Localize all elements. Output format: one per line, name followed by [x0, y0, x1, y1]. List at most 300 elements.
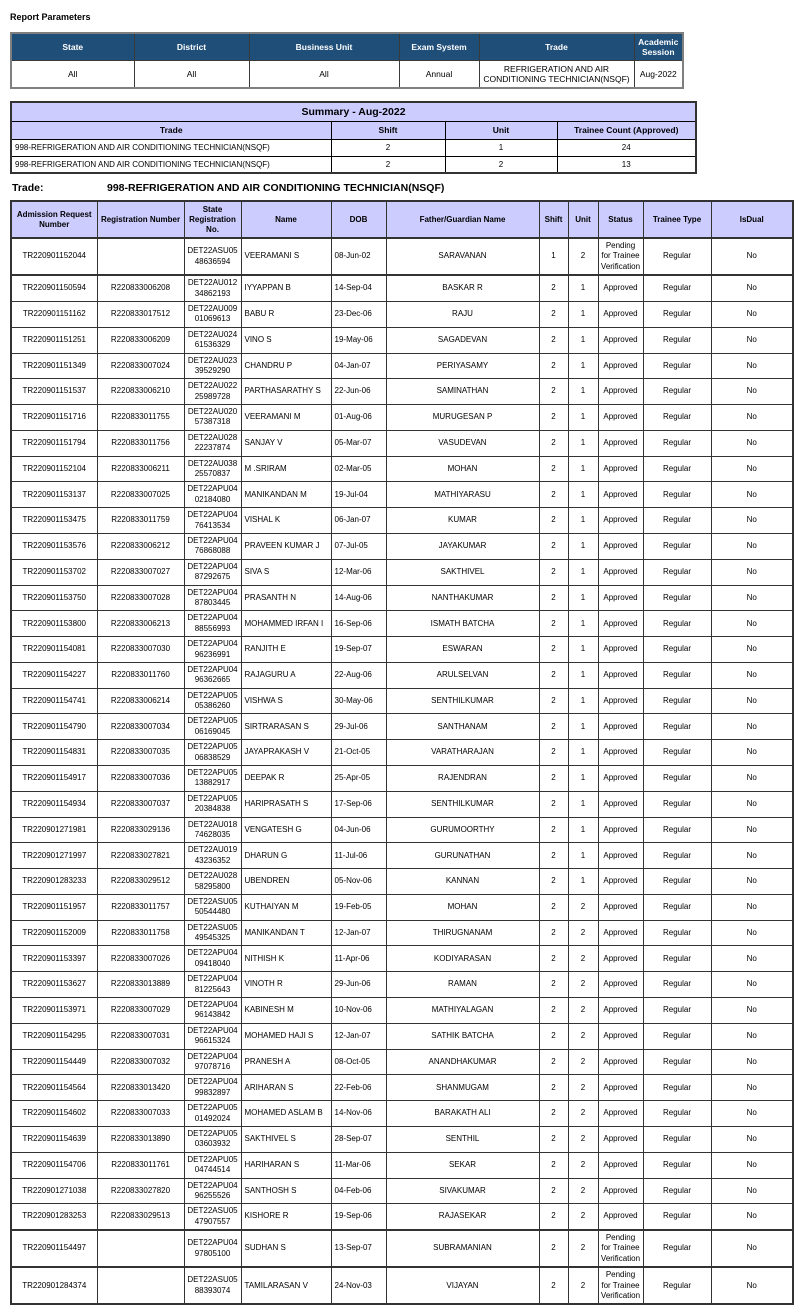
cell-dob: 11-Mar-06 — [331, 1152, 386, 1178]
cell-isdual: No — [711, 533, 793, 559]
cell-state-registration-no: DET22APU0409418040 — [184, 946, 241, 972]
cell-unit: 2 — [568, 894, 598, 920]
cell-dob: 19-Sep-07 — [331, 637, 386, 663]
cell-isdual: No — [711, 1101, 793, 1127]
cell-isdual: No — [711, 843, 793, 869]
cell-shift: 2 — [539, 430, 568, 456]
column-header-isdual: IsDual — [711, 201, 793, 238]
cell-dob: 28-Sep-07 — [331, 1126, 386, 1152]
summary-cell-trainee-count: 13 — [557, 156, 696, 173]
cell-status: Approved — [598, 894, 643, 920]
cell-father-guardian-name: RAJASEKAR — [386, 1204, 539, 1230]
cell-registration-number — [97, 238, 184, 275]
cell-father-guardian-name: ISMATH BATCHA — [386, 611, 539, 637]
cell-admission-request-number: TR220901283253 — [11, 1204, 97, 1230]
param-header-district: District — [134, 33, 249, 60]
cell-state-registration-no: DET22APU0520384838 — [184, 791, 241, 817]
table-row — [11, 817, 793, 843]
cell-isdual: No — [711, 920, 793, 946]
cell-trainee-type: Regular — [643, 559, 711, 585]
cell-father-guardian-name: MOHAN — [386, 456, 539, 482]
cell-state-registration-no: DET22APU0487292675 — [184, 559, 241, 585]
summary-header-row — [11, 121, 696, 139]
cell-state-registration-no: DET22ASU0550544480 — [184, 894, 241, 920]
cell-unit: 1 — [568, 405, 598, 431]
cell-registration-number: R220833011761 — [97, 1152, 184, 1178]
cell-unit: 1 — [568, 688, 598, 714]
cell-shift: 2 — [539, 843, 568, 869]
table-row — [11, 1049, 793, 1075]
cell-name: MANIKANDAN M — [241, 482, 331, 508]
cell-shift: 2 — [539, 714, 568, 740]
cell-unit: 2 — [568, 1230, 598, 1267]
cell-registration-number: R220833029512 — [97, 869, 184, 895]
cell-name: SANJAY V — [241, 430, 331, 456]
column-header-status: Status — [598, 201, 643, 238]
cell-status: Pending for Trainee Verification — [598, 1230, 643, 1267]
cell-registration-number: R220833006208 — [97, 275, 184, 301]
cell-father-guardian-name: GURUNATHAN — [386, 843, 539, 869]
cell-name: JAYAPRAKASH V — [241, 740, 331, 766]
cell-shift: 2 — [539, 533, 568, 559]
cell-registration-number: R220833006209 — [97, 327, 184, 353]
cell-admission-request-number: TR220901151349 — [11, 353, 97, 379]
param-header-academic-session: Academic Session — [634, 33, 683, 60]
cell-admission-request-number: TR220901154831 — [11, 740, 97, 766]
cell-name: PRANESH A — [241, 1049, 331, 1075]
param-value-business-unit: All — [249, 60, 399, 88]
cell-trainee-type: Regular — [643, 972, 711, 998]
cell-name: BABU R — [241, 301, 331, 327]
cell-unit: 2 — [568, 1101, 598, 1127]
cell-trainee-type: Regular — [643, 766, 711, 792]
summary-header-shift: Shift — [331, 121, 445, 139]
summary-cell-trade: 998-REFRIGERATION AND AIR CONDITIONING TECHNICIAN(NSQF) — [11, 156, 331, 173]
cell-state-registration-no: DET22APU0496362665 — [184, 662, 241, 688]
cell-state-registration-no: DET22APU0496236991 — [184, 637, 241, 663]
cell-isdual: No — [711, 508, 793, 534]
param-value-state: All — [11, 60, 134, 88]
cell-father-guardian-name: SANTHANAM — [386, 714, 539, 740]
cell-name: MOHAMED HAJI S — [241, 1023, 331, 1049]
table-row — [11, 1230, 793, 1267]
cell-registration-number: R220833007031 — [97, 1023, 184, 1049]
cell-admission-request-number: TR220901154295 — [11, 1023, 97, 1049]
cell-status: Approved — [598, 508, 643, 534]
cell-registration-number: R220833011755 — [97, 405, 184, 431]
cell-dob: 29-Jun-06 — [331, 972, 386, 998]
cell-shift: 2 — [539, 482, 568, 508]
cell-unit: 2 — [568, 946, 598, 972]
cell-name: VEERAMANI M — [241, 405, 331, 431]
cell-registration-number: R220833007030 — [97, 637, 184, 663]
cell-name: VINO S — [241, 327, 331, 353]
cell-admission-request-number: TR220901153576 — [11, 533, 97, 559]
cell-unit: 2 — [568, 1178, 598, 1204]
cell-father-guardian-name: SEKAR — [386, 1152, 539, 1178]
table-row — [11, 714, 793, 740]
summary-header-trade: Trade — [11, 121, 331, 139]
cell-trainee-type: Regular — [643, 1267, 711, 1304]
cell-admission-request-number: TR220901153750 — [11, 585, 97, 611]
cell-dob: 13-Sep-07 — [331, 1230, 386, 1267]
cell-state-registration-no: DET22AU00901069613 — [184, 301, 241, 327]
cell-name: NITHISH K — [241, 946, 331, 972]
cell-unit: 1 — [568, 637, 598, 663]
table-row — [11, 275, 793, 301]
cell-trainee-type: Regular — [643, 405, 711, 431]
cell-dob: 22-Feb-06 — [331, 1075, 386, 1101]
cell-isdual: No — [711, 714, 793, 740]
cell-name: VINOTH R — [241, 972, 331, 998]
cell-shift: 2 — [539, 611, 568, 637]
cell-admission-request-number: TR220901154741 — [11, 688, 97, 714]
cell-isdual: No — [711, 1230, 793, 1267]
cell-registration-number — [97, 1230, 184, 1267]
cell-isdual: No — [711, 869, 793, 895]
cell-registration-number: R220833029136 — [97, 817, 184, 843]
table-row — [11, 585, 793, 611]
cell-state-registration-no: DET22AU01874628035 — [184, 817, 241, 843]
cell-shift: 2 — [539, 1152, 568, 1178]
cell-unit: 1 — [568, 301, 598, 327]
cell-shift: 2 — [539, 637, 568, 663]
cell-dob: 14-Nov-06 — [331, 1101, 386, 1127]
cell-trainee-type: Regular — [643, 714, 711, 740]
cell-admission-request-number: TR220901151162 — [11, 301, 97, 327]
cell-isdual: No — [711, 1267, 793, 1304]
table-row — [11, 791, 793, 817]
summary-cell-trade: 998-REFRIGERATION AND AIR CONDITIONING TECHNICIAN(NSQF) — [11, 139, 331, 156]
cell-status: Approved — [598, 637, 643, 663]
cell-shift: 2 — [539, 972, 568, 998]
cell-registration-number: R220833011758 — [97, 920, 184, 946]
cell-state-registration-no: DET22APU0506169045 — [184, 714, 241, 740]
cell-admission-request-number: TR220901152104 — [11, 456, 97, 482]
cell-unit: 1 — [568, 611, 598, 637]
cell-isdual: No — [711, 1152, 793, 1178]
summary-cell-unit: 2 — [445, 156, 557, 173]
cell-state-registration-no: DET22APU0481225643 — [184, 972, 241, 998]
table-row — [11, 1101, 793, 1127]
cell-admission-request-number: TR220901271997 — [11, 843, 97, 869]
cell-status: Approved — [598, 1075, 643, 1101]
cell-name: MANIKANDAN T — [241, 920, 331, 946]
cell-admission-request-number: TR220901150594 — [11, 275, 97, 301]
cell-dob: 16-Sep-06 — [331, 611, 386, 637]
cell-registration-number: R220833013890 — [97, 1126, 184, 1152]
cell-shift: 2 — [539, 1204, 568, 1230]
table-row — [11, 405, 793, 431]
table-row — [11, 456, 793, 482]
cell-state-registration-no: DET22ASU0547907557 — [184, 1204, 241, 1230]
cell-status: Approved — [598, 482, 643, 508]
cell-admission-request-number: TR220901154602 — [11, 1101, 97, 1127]
cell-trainee-type: Regular — [643, 1230, 711, 1267]
cell-isdual: No — [711, 946, 793, 972]
cell-unit: 1 — [568, 791, 598, 817]
cell-admission-request-number: TR220901151251 — [11, 327, 97, 353]
cell-father-guardian-name: SIVAKUMAR — [386, 1178, 539, 1204]
cell-trainee-type: Regular — [643, 1152, 711, 1178]
cell-trainee-type: Regular — [643, 791, 711, 817]
cell-shift: 2 — [539, 946, 568, 972]
cell-state-registration-no: DET22APU0496615324 — [184, 1023, 241, 1049]
cell-father-guardian-name: MATHIYALAGAN — [386, 998, 539, 1024]
cell-dob: 22-Aug-06 — [331, 662, 386, 688]
cell-shift: 2 — [539, 456, 568, 482]
cell-status: Approved — [598, 791, 643, 817]
cell-trainee-type: Regular — [643, 1075, 711, 1101]
cell-father-guardian-name: SAMINATHAN — [386, 379, 539, 405]
cell-admission-request-number: TR220901152044 — [11, 238, 97, 275]
cell-father-guardian-name: SENTHILKUMAR — [386, 791, 539, 817]
table-row — [11, 662, 793, 688]
param-header-state: State — [11, 33, 134, 60]
cell-shift: 2 — [539, 379, 568, 405]
cell-trainee-type: Regular — [643, 894, 711, 920]
cell-shift: 2 — [539, 817, 568, 843]
cell-father-guardian-name: SARAVANAN — [386, 238, 539, 275]
cell-father-guardian-name: PERIYASAMY — [386, 353, 539, 379]
cell-status: Approved — [598, 946, 643, 972]
cell-admission-request-number: TR220901151957 — [11, 894, 97, 920]
cell-unit: 1 — [568, 714, 598, 740]
cell-dob: 17-Sep-06 — [331, 791, 386, 817]
cell-father-guardian-name: RAJENDRAN — [386, 766, 539, 792]
cell-name: HARIHARAN S — [241, 1152, 331, 1178]
cell-status: Approved — [598, 714, 643, 740]
table-row — [11, 301, 793, 327]
cell-registration-number: R220833006214 — [97, 688, 184, 714]
cell-state-registration-no: DET22APU0501492024 — [184, 1101, 241, 1127]
column-header-admission-request-number: Admission Request Number — [11, 201, 97, 238]
cell-trainee-type: Regular — [643, 1204, 711, 1230]
param-header-trade: Trade — [479, 33, 634, 60]
table-row — [11, 430, 793, 456]
cell-isdual: No — [711, 1023, 793, 1049]
summary-row — [11, 139, 696, 156]
column-header-shift: Shift — [539, 201, 568, 238]
cell-father-guardian-name: SAKTHIVEL — [386, 559, 539, 585]
cell-father-guardian-name: MOHAN — [386, 894, 539, 920]
table-row — [11, 1178, 793, 1204]
column-header-state-registration-no: State Registration No. — [184, 201, 241, 238]
cell-isdual: No — [711, 688, 793, 714]
table-row — [11, 1023, 793, 1049]
cell-admission-request-number: TR220901151537 — [11, 379, 97, 405]
summary-table — [10, 101, 697, 174]
cell-trainee-type: Regular — [643, 275, 711, 301]
table-row — [11, 740, 793, 766]
cell-unit: 1 — [568, 327, 598, 353]
cell-state-registration-no: DET22APU0496143842 — [184, 998, 241, 1024]
column-header-unit: Unit — [568, 201, 598, 238]
cell-dob: 21-Oct-05 — [331, 740, 386, 766]
cell-father-guardian-name: SATHIK BATCHA — [386, 1023, 539, 1049]
cell-state-registration-no: DET22AU02822237874 — [184, 430, 241, 456]
page-title: Report Parameters — [10, 12, 91, 22]
cell-shift: 2 — [539, 998, 568, 1024]
cell-father-guardian-name: SENTHILKUMAR — [386, 688, 539, 714]
cell-admission-request-number: TR220901151716 — [11, 405, 97, 431]
cell-name: DHARUN G — [241, 843, 331, 869]
cell-father-guardian-name: BASKAR R — [386, 275, 539, 301]
cell-isdual: No — [711, 456, 793, 482]
cell-name: PRASANTH N — [241, 585, 331, 611]
cell-registration-number: R220833007026 — [97, 946, 184, 972]
cell-registration-number: R220833013889 — [97, 972, 184, 998]
cell-isdual: No — [711, 585, 793, 611]
cell-name: DEEPAK R — [241, 766, 331, 792]
cell-state-registration-no: DET22ASU0588393074 — [184, 1267, 241, 1304]
cell-registration-number: R220833011760 — [97, 662, 184, 688]
cell-unit: 1 — [568, 843, 598, 869]
cell-isdual: No — [711, 379, 793, 405]
cell-registration-number: R220833013420 — [97, 1075, 184, 1101]
cell-shift: 2 — [539, 559, 568, 585]
table-row — [11, 238, 793, 275]
cell-registration-number: R220833006212 — [97, 533, 184, 559]
cell-unit: 2 — [568, 998, 598, 1024]
cell-shift: 2 — [539, 1075, 568, 1101]
cell-shift: 2 — [539, 1178, 568, 1204]
cell-isdual: No — [711, 559, 793, 585]
cell-registration-number: R220833006213 — [97, 611, 184, 637]
cell-trainee-type: Regular — [643, 1023, 711, 1049]
cell-dob: 19-Feb-05 — [331, 894, 386, 920]
cell-isdual: No — [711, 998, 793, 1024]
cell-father-guardian-name: MATHIYARASU — [386, 482, 539, 508]
cell-unit: 1 — [568, 585, 598, 611]
cell-name: VENGATESH G — [241, 817, 331, 843]
cell-unit: 2 — [568, 1023, 598, 1049]
cell-state-registration-no: DET22APU0513882917 — [184, 766, 241, 792]
cell-state-registration-no: DET22APU0505386260 — [184, 688, 241, 714]
cell-unit: 2 — [568, 920, 598, 946]
cell-shift: 2 — [539, 740, 568, 766]
cell-shift: 2 — [539, 791, 568, 817]
cell-dob: 08-Jun-02 — [331, 238, 386, 275]
cell-father-guardian-name: MURUGESAN P — [386, 405, 539, 431]
cell-state-registration-no: DET22APU0476868088 — [184, 533, 241, 559]
cell-trainee-type: Regular — [643, 430, 711, 456]
cell-dob: 19-May-06 — [331, 327, 386, 353]
param-value-trade: REFRIGERATION AND AIR CONDITIONING TECHNICIAN(NSQF) — [479, 60, 634, 88]
cell-state-registration-no: DET22AU02339529290 — [184, 353, 241, 379]
table-row — [11, 894, 793, 920]
cell-state-registration-no: DET22AU01234862193 — [184, 275, 241, 301]
cell-name: CHANDRU P — [241, 353, 331, 379]
cell-unit: 2 — [568, 238, 598, 275]
cell-registration-number: R220833011757 — [97, 894, 184, 920]
cell-state-registration-no: DET22AU02461536329 — [184, 327, 241, 353]
cell-admission-request-number: TR220901153971 — [11, 998, 97, 1024]
cell-name: UBENDREN — [241, 869, 331, 895]
cell-isdual: No — [711, 662, 793, 688]
table-row — [11, 869, 793, 895]
cell-admission-request-number: TR220901153397 — [11, 946, 97, 972]
cell-isdual: No — [711, 894, 793, 920]
cell-father-guardian-name: ARULSELVAN — [386, 662, 539, 688]
cell-admission-request-number: TR220901154227 — [11, 662, 97, 688]
table-row — [11, 1152, 793, 1178]
cell-dob: 12-Jan-07 — [331, 920, 386, 946]
column-header-registration-number: Registration Number — [97, 201, 184, 238]
cell-trainee-type: Regular — [643, 1126, 711, 1152]
cell-unit: 1 — [568, 275, 598, 301]
cell-state-registration-no: DET22AU01943236352 — [184, 843, 241, 869]
table-row — [11, 766, 793, 792]
cell-dob: 01-Aug-06 — [331, 405, 386, 431]
cell-dob: 25-Apr-05 — [331, 766, 386, 792]
cell-shift: 2 — [539, 894, 568, 920]
table-row — [11, 482, 793, 508]
table-row — [11, 1204, 793, 1230]
cell-dob: 07-Jul-05 — [331, 533, 386, 559]
table-row — [11, 327, 793, 353]
cell-name: MOHAMED ASLAM B — [241, 1101, 331, 1127]
cell-father-guardian-name: RAMAN — [386, 972, 539, 998]
cell-trainee-type: Regular — [643, 688, 711, 714]
cell-trainee-type: Regular — [643, 508, 711, 534]
cell-dob: 12-Mar-06 — [331, 559, 386, 585]
table-row — [11, 379, 793, 405]
cell-trainee-type: Regular — [643, 843, 711, 869]
cell-unit: 1 — [568, 353, 598, 379]
cell-name: VISHWA S — [241, 688, 331, 714]
cell-status: Approved — [598, 533, 643, 559]
cell-registration-number: R220833007033 — [97, 1101, 184, 1127]
cell-state-registration-no: DET22AU02225989728 — [184, 379, 241, 405]
cell-trainee-type: Regular — [643, 637, 711, 663]
cell-admission-request-number: TR220901154639 — [11, 1126, 97, 1152]
cell-status: Approved — [598, 327, 643, 353]
cell-registration-number: R220833007027 — [97, 559, 184, 585]
cell-registration-number: R220833006210 — [97, 379, 184, 405]
cell-father-guardian-name: JAYAKUMAR — [386, 533, 539, 559]
cell-admission-request-number: TR220901271981 — [11, 817, 97, 843]
cell-status: Approved — [598, 1101, 643, 1127]
cell-trainee-type: Regular — [643, 379, 711, 405]
cell-trainee-type: Regular — [643, 946, 711, 972]
cell-shift: 2 — [539, 869, 568, 895]
cell-status: Approved — [598, 740, 643, 766]
cell-registration-number: R220833007035 — [97, 740, 184, 766]
summary-title: Summary - Aug-2022 — [11, 102, 696, 121]
cell-unit: 1 — [568, 430, 598, 456]
parameters-table — [10, 32, 684, 89]
cell-unit: 1 — [568, 508, 598, 534]
cell-registration-number: R220833007025 — [97, 482, 184, 508]
cell-name: SUDHAN S — [241, 1230, 331, 1267]
param-value-exam-system: Annual — [399, 60, 479, 88]
cell-registration-number — [97, 1267, 184, 1304]
cell-admission-request-number: TR220901152009 — [11, 920, 97, 946]
cell-registration-number: R220833007024 — [97, 353, 184, 379]
cell-status: Approved — [598, 1152, 643, 1178]
cell-shift: 2 — [539, 508, 568, 534]
cell-dob: 14-Aug-06 — [331, 585, 386, 611]
cell-name: RANJITH E — [241, 637, 331, 663]
cell-trainee-type: Regular — [643, 1049, 711, 1075]
cell-admission-request-number: TR220901153627 — [11, 972, 97, 998]
table-row — [11, 637, 793, 663]
cell-name: SIRTRARASAN S — [241, 714, 331, 740]
cell-status: Approved — [598, 766, 643, 792]
summary-header-unit: Unit — [445, 121, 557, 139]
cell-state-registration-no: DET22APU0504744514 — [184, 1152, 241, 1178]
